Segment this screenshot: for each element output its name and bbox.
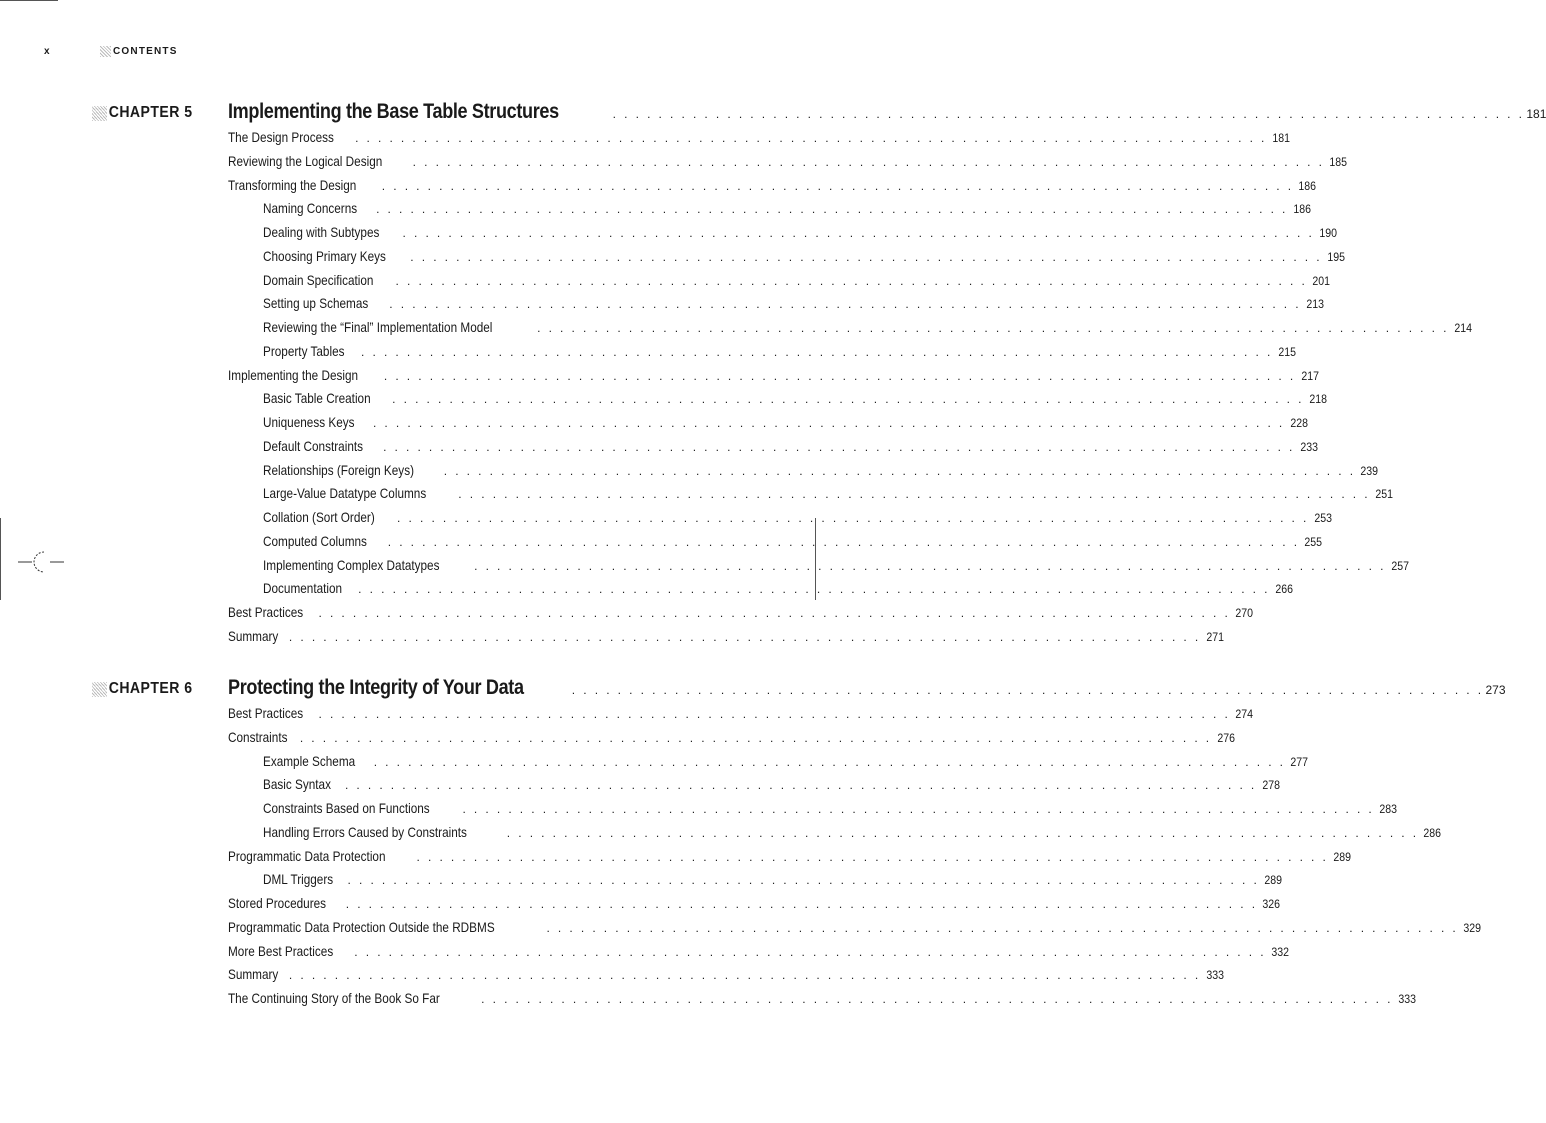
entry-page-number: 333 (1205, 968, 1224, 983)
toc-subentry[interactable] (228, 292, 1324, 316)
toc-entries (228, 702, 1482, 1011)
entry-label: Computed Columns (263, 532, 367, 549)
leader-dots: . . . . . . . . . . . . . . . . . . . . . . . . . . . . . . . . . . . . . . . . . . . . . . . . . . . . . . . . . . . . . . . . . . . . . . . . . . . . . . . . (372, 416, 1285, 430)
toc-subentry[interactable] (228, 197, 1311, 221)
entry-label: Programmatic Data Protection Outside the RDBMS (228, 918, 495, 935)
entry-label: Stored Procedures (228, 895, 327, 911)
toc-entry[interactable] (228, 726, 1235, 750)
entry-label: Implementing the Design (228, 366, 359, 383)
entry-label: Large-Value Datatype Columns (263, 485, 427, 502)
toc-subentry[interactable] (228, 868, 1283, 892)
leader-dots: . . . . . . . . . . . . . . . . . . . . . . . . . . . . . . . . . . . . . . . . . . . . . . . . . . . . . . . . . . . . . . . . . . . . . . . . . . . . . . . . (345, 897, 1258, 911)
leader-dots: . . . . . . . . . . . . . . . . . . . . . . . . . . . . . . . . . . . . . . . . . . . . . . . . . . . . . . . . . . . . . . . . . . . . . . . . . . . . . . . . (410, 249, 1322, 264)
entry-label: Constraints (228, 728, 288, 745)
chapter-label-text: CHAPTER 6 (108, 680, 193, 697)
entry-page-number: 329 (1463, 920, 1482, 935)
entry-label: Collation (Sort Order) (263, 509, 375, 525)
toc-subentry[interactable] (228, 821, 1442, 845)
toc-entry[interactable] (228, 126, 1290, 150)
toc-subentry[interactable] (228, 269, 1331, 293)
toc-entry[interactable] (228, 364, 1319, 388)
entry-label: Basic Syntax (263, 776, 331, 793)
toc-subentry[interactable] (228, 435, 1318, 459)
toc-entry[interactable] (228, 940, 1289, 964)
toc-subentry[interactable] (228, 221, 1338, 245)
entry-label: Default Constraints (263, 437, 364, 454)
leader-dots: . . . . . . . . . . . . . . . . . . . . . . . . . . . . . . . . . . . . . . . . . . . . . . . . . . . . . . . . . . . . . . . . . . . . . . . . . . . . . . . . (474, 558, 1386, 573)
toc-subentry[interactable] (228, 387, 1327, 411)
leader-dots: . . . . . . . . . . . . . . . . . . . . . . . . . . . . . . . . . . . . . . . . . . . . . . . . . . . . . . . . . . . . . . . . . . . . . . . . . . . . . . . . (383, 368, 1296, 383)
toc-entry[interactable] (228, 963, 1224, 987)
entry-page-number: 333 (1398, 992, 1416, 1006)
entry-label: Example Schema (263, 752, 356, 769)
entry-label: Reviewing the “Final” Implementation Model (263, 319, 493, 335)
chapter-page-number: 181 (1526, 107, 1546, 121)
entry-page-number: 253 (1314, 511, 1332, 525)
entry-label: Basic Table Creation (263, 390, 371, 407)
leader-dots: . . . . . . . . . . . . . . . . . . . . . . . . . . . . . . . . . . . . . . . . . . . . . . . . . . . . . . . . . . . . . . . . . . . . . . . . . . . . . . . . (481, 992, 1393, 1006)
leader-dots: . . . . . . . . . . . . . . . . . . . . . . . . . . . . . . . . . . . . . . . . . . . . . . . . . . . . . . . . . . . . . . . . . . . . . . . . . . . . . . . . (537, 321, 1449, 335)
toc-subentry[interactable] (228, 530, 1323, 554)
toc-entry[interactable] (228, 625, 1224, 649)
leader-dots: . . . . . . . . . . . . . . . . . . . . . . . . . . . . . . . . . . . . . . . . . . . . . . . . . . . . . . . . . . . . . . . . . . . . . . . . . . . . . . . . (358, 582, 1270, 597)
leader-dots: . . . . . . . . . . . . . . . . . . . . . . . . . . . . . . . . . . . . . . . . . . . . . . . . . . . . . . . . . . . . . . . . . . . . . . . . . . . . . . . . (458, 487, 1370, 502)
leader-dots: . . . . . . . . . . . . . . . . . . . . . . . . . . . . . . . . . . . . . . . . . . . . . . . . . . . . . . . . . . . . . . . . . . . . . . . . . . . . . . . . (361, 344, 1273, 359)
entry-page-number: 181 (1272, 131, 1290, 145)
leader-dots: . . . . . . . . . . . . . . . . . . . . . . . . . . . . . . . . . . . . . . . . . . . . . . . . . . . . . . . . . . . . . . . . . . . . . . . . . . . . . . . . (462, 802, 1375, 816)
leader-dots: . . . . . . . . . . . . . . . . . . . . . . . . . . . . . . . . . . . . . . . . . . . . . . . . . . . . . . . . . . . . . . . . . . . . . . . . . . . . . . . . (402, 226, 1315, 240)
entry-label: Implementing Complex Datatypes (263, 556, 440, 573)
toc-subentry[interactable] (228, 316, 1472, 340)
leader-dots: . . . . . . . . . . . . . . . . . . . . . . . . . . . . . . . . . . . . . . . . . . . . . . . . . . . . . . . . . . . . . . . . . . . . . . . . . . . . . . . . (506, 825, 1419, 840)
leader-dots: . . . . . . . . . . . . . . . . . . . . . . . . . . . . . . . . . . . . . . . . . . . . . . . . . . . . . . . . . . . . . . . . . . . . . . . . . . . . . . . . (571, 683, 1484, 697)
chapter-page-number: 273 (1485, 683, 1506, 697)
leader-dots: . . . . . . . . . . . . . . . . . . . . . . . . . . . . . . . . . . . . . . . . . . . . . . . . . . . . . . . . . . . . . . . . . . . . . . . . . . . . . . . . (288, 968, 1201, 983)
toc-subentry[interactable] (228, 411, 1308, 435)
chapter-title: Protecting the Integrity of Your Data (228, 676, 524, 699)
leader-dots: . . . . . . . . . . . . . . . . . . . . . . . . . . . . . . . . . . . . . . . . . . . . . . . . . . . . . . . . . . . . . . . . . . . . . . . . . . . . . . . . (288, 629, 1201, 644)
top-rule (0, 0, 58, 1)
entry-page-number: 283 (1379, 802, 1398, 816)
toc-subentry[interactable] (228, 245, 1345, 269)
entry-page-number: 276 (1216, 730, 1235, 745)
running-head (44, 44, 178, 58)
entry-label: Uniqueness Keys (263, 414, 355, 430)
leader-dots: . . . . . . . . . . . . . . . . . . . . . . . . . . . . . . . . . . . . . . . . . . . . . . . . . . . . . . . . . . . . . . . . . . . . . . . . . . . . . . . . (392, 392, 1304, 407)
leader-dots: . . . . . . . . . . . . . . . . . . . . . . . . . . . . . . . . . . . . . . . . . . . . . . . . . . . . . . . . . . . . . . . . . . . . . . . . . . . . . . . . (354, 944, 1266, 959)
entry-label: Constraints Based on Functions (263, 800, 430, 816)
entry-label: Property Tables (263, 342, 345, 359)
entry-label: Programmatic Data Protection (228, 847, 386, 864)
entry-label: Setting up Schemas (263, 295, 369, 312)
entry-page-number: 195 (1327, 249, 1345, 264)
entry-label: Domain Specification (263, 271, 374, 288)
leader-dots: . . . . . . . . . . . . . . . . . . . . . . . . . . . . . . . . . . . . . . . . . . . . . . . . . . . . . . . . . . . . . . . . . . . . . . . . . . . . . . . . (546, 920, 1459, 935)
entry-label: Transforming the Design (228, 176, 357, 193)
toc-entries (228, 126, 1472, 649)
toc-subentry[interactable] (228, 506, 1332, 530)
entry-page-number: 228 (1290, 416, 1308, 430)
entry-page-number: 233 (1300, 439, 1318, 454)
entry-label: Summary (228, 966, 279, 983)
entry-page-number: 332 (1271, 944, 1289, 959)
hatch-icon (92, 682, 107, 697)
entry-page-number: 239 (1360, 463, 1379, 478)
entry-page-number: 326 (1262, 897, 1281, 911)
hatch-icon (92, 106, 107, 121)
leader-dots: . . . . . . . . . . . . . . . . . . . . . . . . . . . . . . . . . . . . . . . . . . . . . . . . . . . . . . . . . . . . . . . . . . . . . . . . . . . . . . . . (373, 754, 1286, 769)
leader-dots: . . . . . . . . . . . . . . . . . . . . . . . . . . . . . . . . . . . . . . . . . . . . . . . . . . . . . . . . . . . . . . . . . . . . . . . . . . . . . . . . (612, 107, 1525, 121)
entry-page-number: 277 (1290, 754, 1309, 769)
leader-dots: . . . . . . . . . . . . . . . . . . . . . . . . . . . . . . . . . . . . . . . . . . . . . . . . . . . . . . . . . . . . . . . . . . . . . . . . . . . . . . . . (389, 297, 1301, 312)
entry-page-number: 213 (1306, 297, 1324, 312)
entry-page-number: 289 (1333, 849, 1352, 864)
entry-page-number: 266 (1275, 582, 1293, 597)
entry-label: Best Practices (228, 705, 304, 721)
entry-label: Relationships (Foreign Keys) (263, 461, 414, 478)
chapter-label (92, 680, 192, 698)
entry-page-number: 286 (1423, 825, 1442, 840)
entry-label: More Best Practices (228, 942, 334, 959)
entry-label: Best Practices (228, 604, 304, 620)
leader-dots: . . . . . . . . . . . . . . . . . . . . . . . . . . . . . . . . . . . . . . . . . . . . . . . . . . . . . . . . . . . . . . . . . . . . . . . . . . . . . . . . (381, 178, 1294, 193)
toc-subentry[interactable] (228, 459, 1379, 483)
entry-label: Choosing Primary Keys (263, 247, 386, 264)
entry-page-number: 186 (1293, 202, 1311, 217)
leader-dots: . . . . . . . . . . . . . . . . . . . . . . . . . . . . . . . . . . . . . . . . . . . . . . . . . . . . . . . . . . . . . . . . . . . . . . . . . . . . . . . . (383, 439, 1295, 454)
leader-dots: . . . . . . . . . . . . . . . . . . . . . . . . . . . . . . . . . . . . . . . . . . . . . . . . . . . . . . . . . . . . . . . . . . . . . . . . . . . . . . . . (344, 778, 1257, 793)
leader-dots: . . . . . . . . . . . . . . . . . . . . . . . . . . . . . . . . . . . . . . . . . . . . . . . . . . . . . . . . . . . . . . . . . . . . . . . . . . . . . . . . (299, 730, 1212, 745)
entry-page-number: 217 (1300, 368, 1319, 383)
leader-dots: . . . . . . . . . . . . . . . . . . . . . . . . . . . . . . . . . . . . . . . . . . . . . . . . . . . . . . . . . . . . . . . . . . . . . . . . . . . . . . . . (416, 849, 1329, 864)
toc-entry[interactable] (228, 916, 1482, 940)
entry-page-number: 255 (1304, 534, 1323, 549)
toc-entry[interactable] (228, 845, 1352, 869)
toc-subentry[interactable] (228, 340, 1296, 364)
entry-page-number: 186 (1298, 178, 1317, 193)
leader-dots: . . . . . . . . . . . . . . . . . . . . . . . . . . . . . . . . . . . . . . . . . . . . . . . . . . . . . . . . . . . . . . . . . . . . . . . . . . . . . . . . (355, 131, 1267, 145)
entry-page-number: 274 (1235, 707, 1254, 721)
leader-dots: . . . . . . . . . . . . . . . . . . . . . . . . . . . . . . . . . . . . . . . . . . . . . . . . . . . . . . . . . . . . . . . . . . . . . . . . . . . . . . . . (318, 606, 1231, 620)
left-margin-rule (0, 518, 1, 600)
toc-entry[interactable] (228, 174, 1317, 198)
entry-label: Documentation (263, 580, 343, 597)
toc-subentry[interactable] (228, 750, 1309, 774)
entry-page-number: 218 (1309, 392, 1327, 407)
toc-entry[interactable] (228, 601, 1254, 625)
leader-dots: . . . . . . . . . . . . . . . . . . . . . . . . . . . . . . . . . . . . . . . . . . . . . . . . . . . . . . . . . . . . . . . . . . . . . . . . . . . . . . . . (395, 273, 1308, 288)
toc-entry[interactable] (228, 702, 1254, 726)
entry-page-number: 185 (1329, 154, 1348, 169)
entry-page-number: 278 (1262, 778, 1280, 793)
entry-page-number: 289 (1264, 873, 1283, 888)
entry-page-number: 270 (1235, 606, 1254, 620)
toc-subentry[interactable] (228, 554, 1409, 578)
leader-dots: . . . . . . . . . . . . . . . . . . . . . . . . . . . . . . . . . . . . . . . . . . . . . . . . . . . . . . . . . . . . . . . . . . . . . . . . . . . . . . . . (443, 463, 1356, 478)
entry-page-number: 214 (1454, 321, 1472, 335)
entry-label: DML Triggers (263, 871, 334, 888)
leader-dots: . . . . . . . . . . . . . . . . . . . . . . . . . . . . . . . . . . . . . . . . . . . . . . . . . . . . . . . . . . . . . . . . . . . . . . . . . . . . . . . . (387, 534, 1300, 549)
chapter-title-row[interactable] (228, 676, 1506, 700)
chapter-title-row[interactable] (228, 100, 1546, 124)
toc-subentry[interactable] (228, 577, 1293, 601)
running-head-section: CONTENTS (113, 45, 178, 57)
toc-entry[interactable] (228, 150, 1348, 174)
toc-subentry[interactable] (228, 773, 1280, 797)
entry-page-number: 257 (1391, 558, 1409, 573)
entry-label: Naming Concerns (263, 200, 358, 217)
toc-entry[interactable] (228, 987, 1416, 1011)
entry-page-number: 251 (1375, 487, 1393, 502)
registration-mark-icon (18, 548, 64, 576)
entry-label: Reviewing the Logical Design (228, 152, 383, 169)
hatch-icon (100, 46, 111, 57)
entry-label: The Design Process (228, 129, 334, 145)
toc-subentry[interactable] (228, 797, 1398, 821)
entry-page-number: 215 (1278, 344, 1296, 359)
entry-page-number: 201 (1312, 273, 1331, 288)
leader-dots: . . . . . . . . . . . . . . . . . . . . . . . . . . . . . . . . . . . . . . . . . . . . . . . . . . . . . . . . . . . . . . . . . . . . . . . . . . . . . . . . (412, 154, 1325, 169)
toc-subentry[interactable] (228, 482, 1393, 506)
entry-label: Summary (228, 627, 279, 644)
entry-label: Dealing with Subtypes (263, 224, 380, 240)
chapter-title: Implementing the Base Table Structures (228, 100, 559, 123)
entry-page-number: 271 (1205, 629, 1224, 644)
chapter-label-text: CHAPTER 5 (108, 104, 193, 121)
leader-dots: . . . . . . . . . . . . . . . . . . . . . . . . . . . . . . . . . . . . . . . . . . . . . . . . . . . . . . . . . . . . . . . . . . . . . . . . . . . . . . . . (376, 202, 1288, 217)
entry-label: Handling Errors Caused by Constraints (263, 823, 467, 840)
leader-dots: . . . . . . . . . . . . . . . . . . . . . . . . . . . . . . . . . . . . . . . . . . . . . . . . . . . . . . . . . . . . . . . . . . . . . . . . . . . . . . . . (397, 511, 1309, 525)
toc-entry[interactable] (228, 892, 1281, 916)
leader-dots: . . . . . . . . . . . . . . . . . . . . . . . . . . . . . . . . . . . . . . . . . . . . . . . . . . . . . . . . . . . . . . . . . . . . . . . . . . . . . . . . (347, 873, 1260, 888)
entry-page-number: 190 (1319, 226, 1338, 240)
leader-dots: . . . . . . . . . . . . . . . . . . . . . . . . . . . . . . . . . . . . . . . . . . . . . . . . . . . . . . . . . . . . . . . . . . . . . . . . . . . . . . . . (318, 707, 1231, 721)
entry-label: The Continuing Story of the Book So Far (228, 990, 440, 1006)
folio: x (44, 45, 51, 57)
chapter-label (92, 104, 192, 122)
